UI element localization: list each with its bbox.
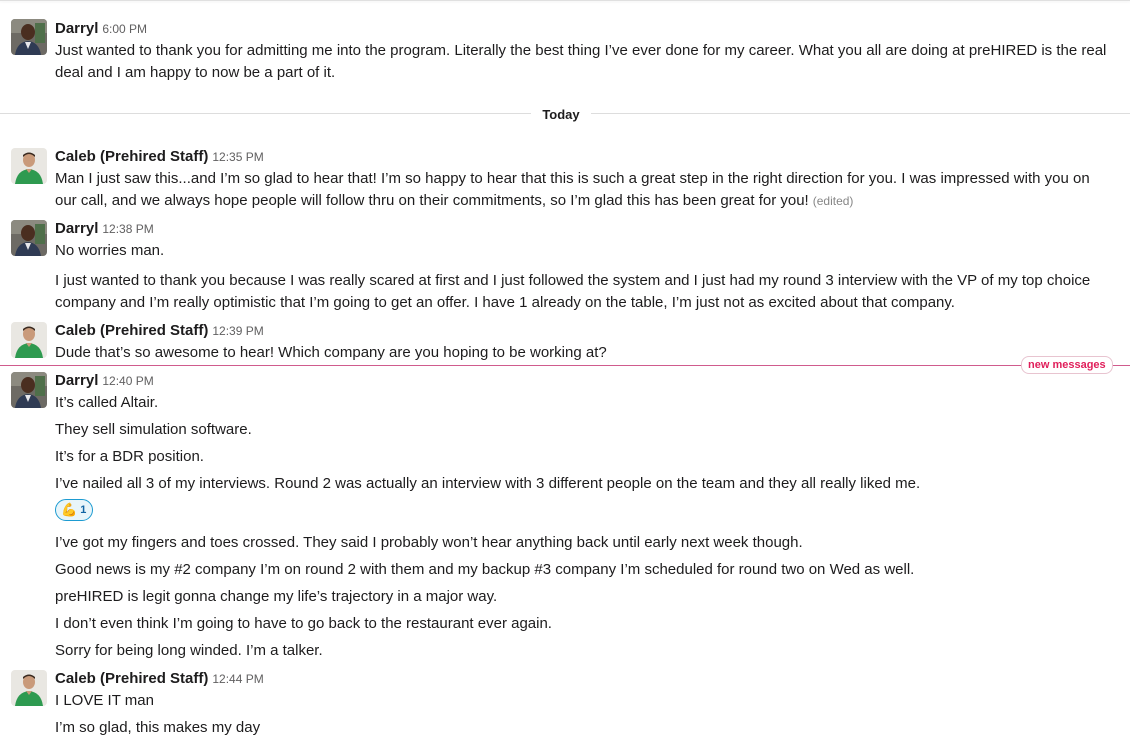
message-text: preHIRED is legit gonna change my life’s trajectory in a major way. (55, 588, 498, 605)
message-timestamp[interactable]: 12:40 PM (102, 374, 154, 388)
avatar-darryl[interactable] (11, 19, 47, 55)
avatar-caleb[interactable] (11, 322, 47, 358)
message-text: I just wanted to thank you because I was really scared at first and I just followed the system and I just had my round 3 interview with the VP of my top choice company and I’m really optimistic that I’m going to get an offer. I have 1 already on the table, I’m just not as excited about that company. (55, 272, 1091, 311)
message-text: I don’t even think I’m going to have to go back to the restaurant ever again. (55, 615, 552, 632)
avatar-caleb[interactable] (11, 148, 47, 184)
avatar-darryl[interactable] (11, 220, 47, 256)
date-divider-label[interactable]: Today (531, 105, 591, 125)
author-name[interactable]: Caleb (Prehired Staff) (55, 148, 209, 165)
message-timestamp[interactable]: 12:39 PM (212, 324, 264, 338)
avatar-darryl[interactable] (11, 372, 47, 408)
message-text: They sell simulation software. (55, 421, 252, 438)
message-text: Sorry for being long winded. I’m a talker. (55, 642, 323, 659)
message-text: I LOVE IT man (55, 692, 154, 709)
date-divider-right (591, 113, 1130, 114)
message-text: I’ve got my fingers and toes crossed. They said I probably won’t hear anything back until early next week though. (55, 534, 803, 551)
message-text: I’m so glad, this makes my day (55, 719, 261, 736)
reaction-count: 1 (80, 504, 87, 516)
new-messages-label: new messages (1021, 356, 1113, 374)
message-text: I’ve nailed all 3 of my interviews. Round 2 was actually an interview with 3 different people on the team and they all really liked me. (55, 475, 921, 492)
message-text: It’s called Altair. (55, 394, 159, 411)
message-text: No worries man. (55, 242, 165, 259)
message-timestamp[interactable]: 12:35 PM (212, 150, 264, 164)
message-text: Good news is my #2 company I’m on round 2 with them and my backup #3 company I’m scheduled for round two on Wed as well. (55, 561, 915, 578)
message-text: It’s for a BDR position. (55, 448, 204, 465)
author-name[interactable]: Darryl (55, 372, 99, 389)
date-divider-left (0, 113, 531, 114)
avatar-caleb[interactable] (11, 670, 47, 706)
new-messages-divider (0, 365, 1130, 366)
message-text: Dude that’s so awesome to hear! Which company are you hoping to be working at? (55, 344, 607, 361)
message-timestamp[interactable]: 12:38 PM (102, 222, 154, 236)
author-name[interactable]: Caleb (Prehired Staff) (55, 322, 209, 339)
reaction-button[interactable] (55, 499, 93, 521)
top-border (0, 0, 1130, 1)
message-text (55, 168, 1115, 212)
message-timestamp[interactable]: 12:44 PM (212, 672, 264, 686)
message-timestamp[interactable]: 6:00 PM (102, 22, 148, 36)
edited-label: (edited) (812, 194, 854, 208)
message-text: Just wanted to thank you for admitting me into the program. Literally the best thing I’ve ever done for my career. What you all are doing at preHIRED is the real deal and I am happy to now be a part of it. (55, 42, 1107, 81)
author-name[interactable]: Darryl (55, 220, 99, 237)
muscle-emoji-icon: 💪 (61, 502, 78, 517)
author-name[interactable]: Caleb (Prehired Staff) (55, 670, 209, 687)
message-text-content: Man I just saw this...and I’m so glad to hear that! I’m so happy to hear that this is such a great step in the right direction for you. I was impressed with you on our call, and we always hope people will follow thru on their commitments, so I’m glad this has been great for you! (55, 170, 1090, 209)
author-name[interactable]: Darryl (55, 20, 99, 37)
